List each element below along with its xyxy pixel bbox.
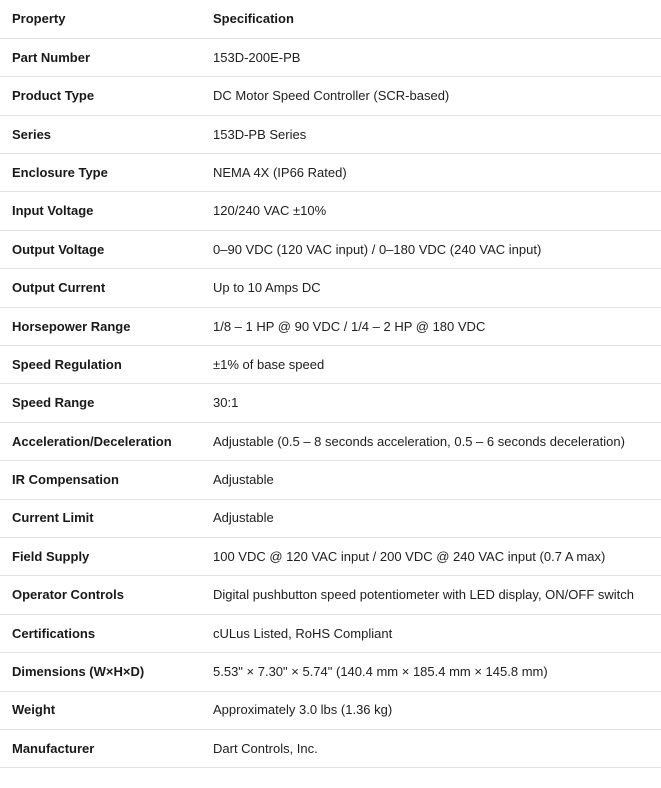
- specification-cell: Adjustable (0.5 – 8 seconds acceleration, 0.5 – 6 seconds deceleration): [213, 422, 661, 460]
- table-row: [0, 729, 661, 767]
- specification-cell: 5.53" × 7.30" × 5.74" (140.4 mm × 185.4 mm × 145.8 mm): [213, 653, 661, 691]
- table-row: [0, 384, 661, 422]
- property-cell: Dimensions (W×H×D): [0, 653, 213, 691]
- specification-cell: Approximately 3.0 lbs (1.36 kg): [213, 691, 661, 729]
- table-row: [0, 269, 661, 307]
- specification-cell: 153D-200E-PB: [213, 38, 661, 76]
- table-row: [0, 192, 661, 230]
- specification-cell: cULus Listed, RoHS Compliant: [213, 614, 661, 652]
- specification-cell: 100 VDC @ 120 VAC input / 200 VDC @ 240 VAC input (0.7 A max): [213, 537, 661, 575]
- specification-cell: ±1% of base speed: [213, 346, 661, 384]
- property-cell: Operator Controls: [0, 576, 213, 614]
- property-cell: Certifications: [0, 614, 213, 652]
- property-cell: Enclosure Type: [0, 154, 213, 192]
- property-cell: Weight: [0, 691, 213, 729]
- table-row: [0, 461, 661, 499]
- table-row: [0, 614, 661, 652]
- table-row: [0, 537, 661, 575]
- property-cell: Horsepower Range: [0, 307, 213, 345]
- property-cell: Acceleration/Deceleration: [0, 422, 213, 460]
- property-cell: Field Supply: [0, 537, 213, 575]
- property-cell: Manufacturer: [0, 729, 213, 767]
- table-header-row: [0, 0, 661, 38]
- specification-cell: Adjustable: [213, 461, 661, 499]
- specification-cell: 153D-PB Series: [213, 115, 661, 153]
- specification-cell: Digital pushbutton speed potentiometer with LED display, ON/OFF switch: [213, 576, 661, 614]
- property-cell: Product Type: [0, 77, 213, 115]
- property-cell: Output Current: [0, 269, 213, 307]
- table-row: [0, 691, 661, 729]
- property-cell: Series: [0, 115, 213, 153]
- table-row: [0, 346, 661, 384]
- specification-cell: 120/240 VAC ±10%: [213, 192, 661, 230]
- table-row: [0, 115, 661, 153]
- specification-cell: 1/8 – 1 HP @ 90 VDC / 1/4 – 2 HP @ 180 VDC: [213, 307, 661, 345]
- table-row: [0, 154, 661, 192]
- table-row: [0, 576, 661, 614]
- table-row: [0, 307, 661, 345]
- table-row: [0, 230, 661, 268]
- property-cell: Input Voltage: [0, 192, 213, 230]
- property-cell: IR Compensation: [0, 461, 213, 499]
- specification-cell: 30:1: [213, 384, 661, 422]
- property-cell: Current Limit: [0, 499, 213, 537]
- table-row: [0, 77, 661, 115]
- table-row: [0, 653, 661, 691]
- specification-column-header: Specification: [213, 0, 661, 38]
- property-cell: Speed Range: [0, 384, 213, 422]
- specification-cell: DC Motor Speed Controller (SCR-based): [213, 77, 661, 115]
- property-cell: Output Voltage: [0, 230, 213, 268]
- table-row: [0, 499, 661, 537]
- specification-cell: 0–90 VDC (120 VAC input) / 0–180 VDC (240 VAC input): [213, 230, 661, 268]
- property-cell: Speed Regulation: [0, 346, 213, 384]
- property-cell: Part Number: [0, 38, 213, 76]
- table-row: [0, 422, 661, 460]
- specification-cell: NEMA 4X (IP66 Rated): [213, 154, 661, 192]
- specification-cell: Adjustable: [213, 499, 661, 537]
- property-column-header: Property: [0, 0, 213, 38]
- specification-cell: Dart Controls, Inc.: [213, 729, 661, 767]
- table-row: [0, 38, 661, 76]
- specification-cell: Up to 10 Amps DC: [213, 269, 661, 307]
